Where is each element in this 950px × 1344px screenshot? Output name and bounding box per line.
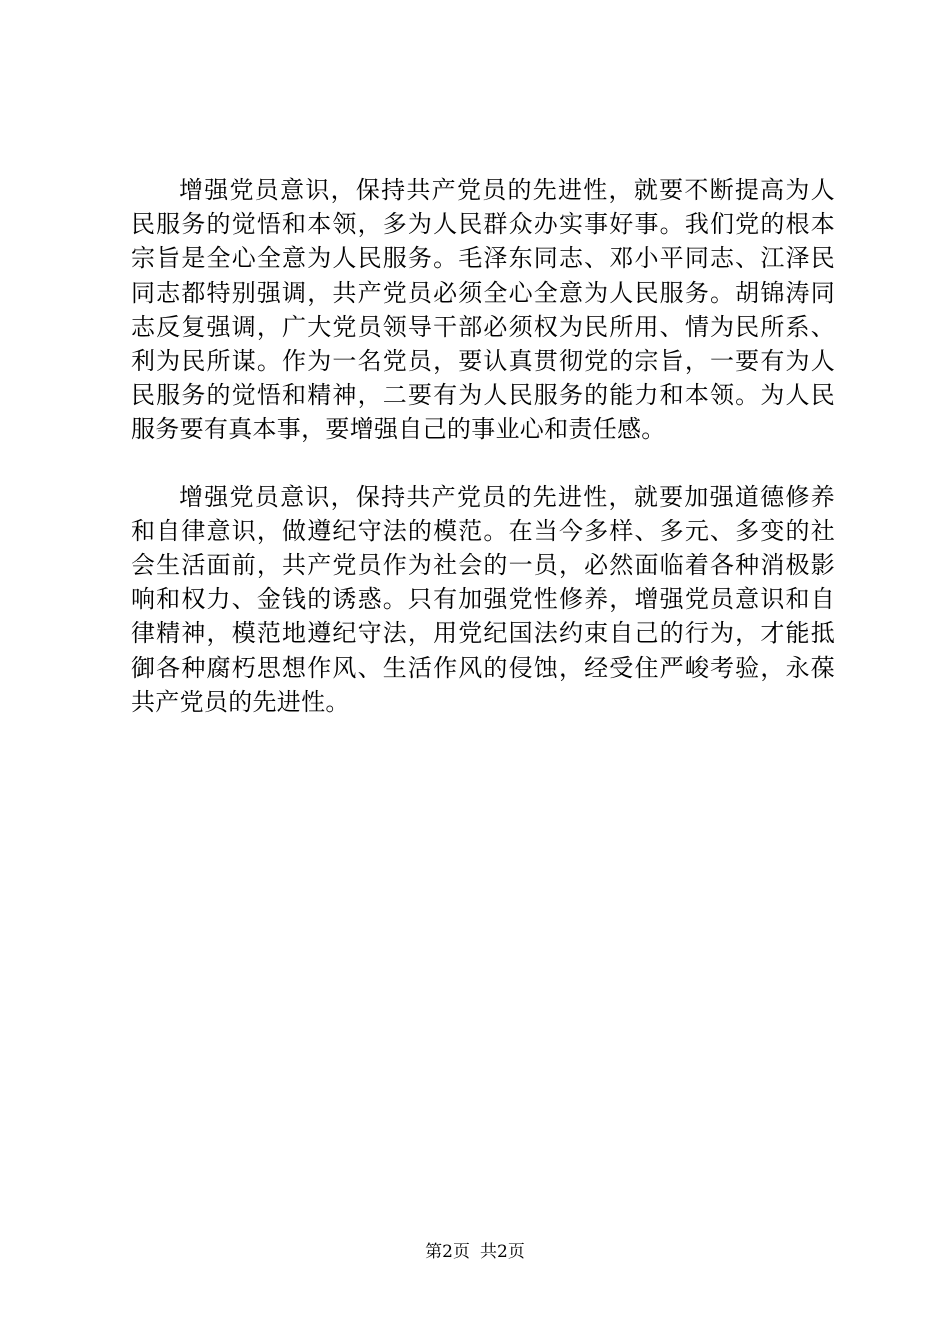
page-number: 第2页 [425, 1242, 470, 1262]
page-total: 共2页 [480, 1242, 525, 1262]
body-paragraph-1: 增强党员意识，保持共产党员的先进性，就要不断提高为人民服务的觉悟和本领，多为人民群众办实事好事。我们党的根本宗旨是全心全意为人民服务。毛泽东同志、邓小平同志、江泽民同志都特别强调，共产党员必须全心全意为人民服务。胡锦涛同志反复强调，广大党员领导干部必须权为民所用、情为民所系、利为民所谋。作为一名党员，要认真贯彻党的宗旨，一要有为人民服务的觉悟和精神，二要有为人民服务的能力和本领。为人民服务要有真本事，要增强自己的事业心和责任感。 [131, 176, 835, 444]
body-paragraph-2: 增强党员意识，保持共产党员的先进性，就要加强道德修养和自律意识，做遵纪守法的模范。在当今多样、多元、多变的社会生活面前，共产党员作为社会的一员，必然面临着各种消极影响和权力、金钱的诱惑。只有加强党性修养，增强党员意识和自律精神，模范地遵纪守法，用党纪国法约束自己的行为，才能抵御各种腐朽思想作风、生活作风的侵蚀，经受住严峻考验，永葆共产党员的先进性。 [131, 482, 835, 716]
document-body [131, 173, 835, 719]
page-footer [0, 1241, 950, 1263]
